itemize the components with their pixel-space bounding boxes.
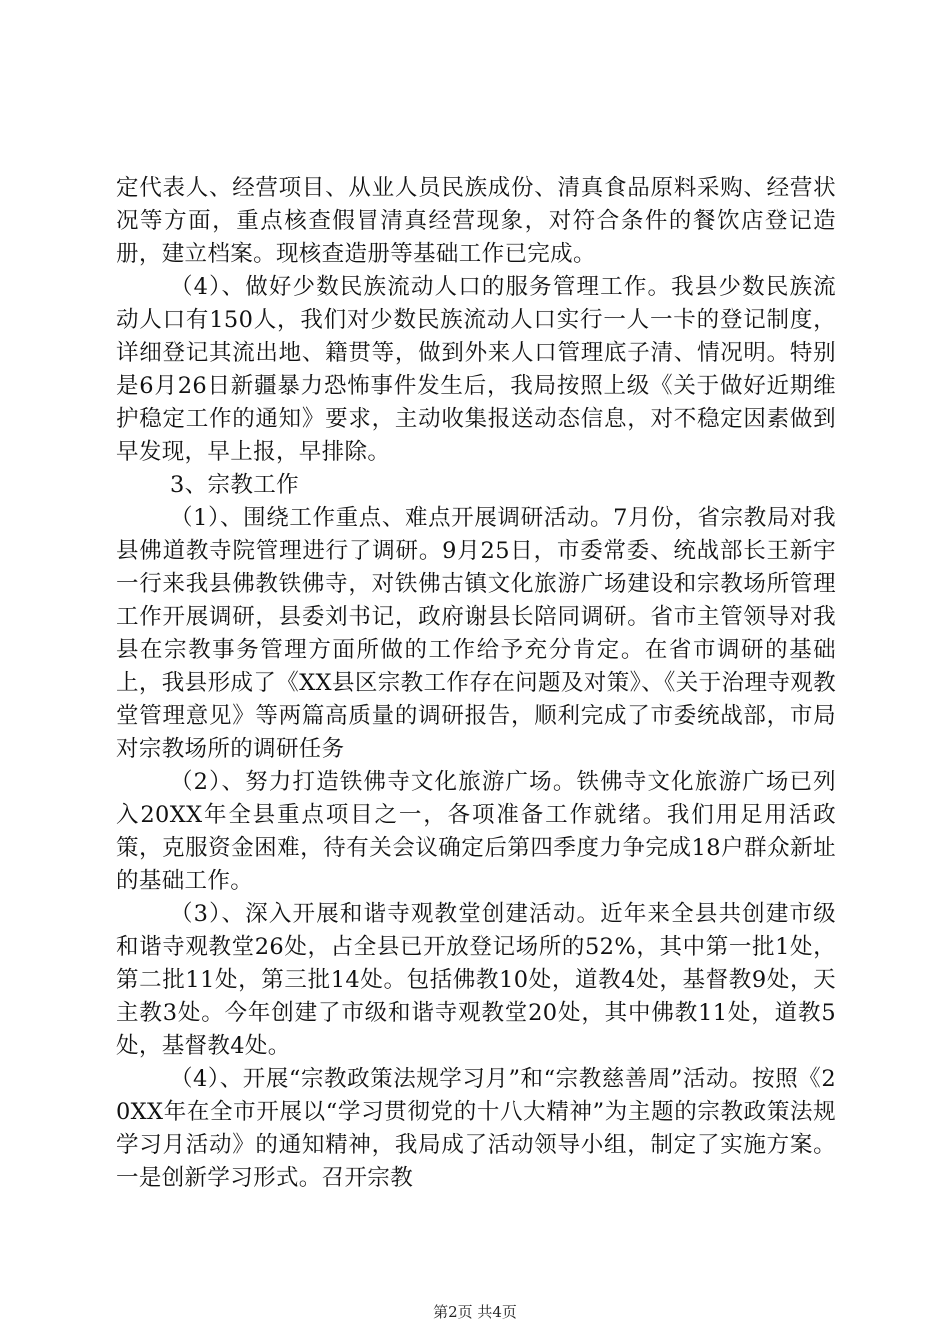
paragraph-continuation: 定代表人、经营项目、从业人员民族成份、清真食品原料采购、经营状况等方面，重点核查假冒清真经营现象，对符合条件的餐饮店登记造册，建立档案。现核查造册等基础工作已完成。: [116, 175, 836, 267]
section-heading-religion: 3、宗教工作: [170, 472, 299, 498]
page-footer: 第2页 共4页: [433, 1303, 517, 1321]
paragraph-item-1-research: （1）、围绕工作重点、难点开展调研活动。7月份，省宗教局对我县佛道教寺院管理进行了调研。9月25日，市委常委、统战部长王新宇一行来我县佛教铁佛寺，对铁佛古镇文化旅游广场建设和宗教场所管理工作开展调研，县委刘书记，政府谢县长陪同调研。省市主管领导对我县在宗教事务管理方面所做的工作给予充分肯定。在省市调研的基础上，我县形成了《XX县区宗教工作存在问题及对策》、《关于治理寺观教堂管理意见》等两篇高质量的调研报告，顺利完成了市委统战部，市局对宗教场所的调研任务: [116, 505, 836, 762]
paragraph-item-4-minority-population: （4）、做好少数民族流动人口的服务管理工作。我县少数民族流动人口有150人，我们对少数民族流动人口实行一人一卡的登记制度，详细登记其流出地、籍贯等，做到外来人口管理底子清、情况明。特别是6月26日新疆暴力恐怖事件发生后，我局按照上级《关于做好近期维护稳定工作的通知》要求，主动收集报送动态信息，对不稳定因素做到早发现，早上报，早排除。: [116, 274, 836, 465]
paragraph-item-4-policy-month: （4）、开展“宗教政策法规学习月”和“宗教慈善周”活动。按照《20XX年在全市开展以“学习贯彻党的十八大精神”为主题的宗教政策法规学习月活动》的通知精神，我局成了活动领导小组，制定了实施方案。一是创新学习形式。召开宗教: [116, 1066, 836, 1191]
paragraph-item-3-harmony: （3）、深入开展和谐寺观教堂创建活动。近年来全县共创建市级和谐寺观教堂26处，占全县已开放登记场所的52%，其中第一批1处，第二批11处，第三批14处。包括佛教10处，道教4处，基督教9处，天主教3处。今年创建了市级和谐寺观教堂20处，其中佛教11处，道教5处，基督教4处。: [116, 901, 836, 1059]
document-body: [116, 172, 836, 1195]
paragraph-item-2-plaza: （2）、努力打造铁佛寺文化旅游广场。铁佛寺文化旅游广场已列入20XX年全县重点项目之一，各项准备工作就绪。我们用足用活政策，克服资金困难，待有关会议确定后第四季度力争完成18户群众新址的基础工作。: [116, 769, 836, 894]
